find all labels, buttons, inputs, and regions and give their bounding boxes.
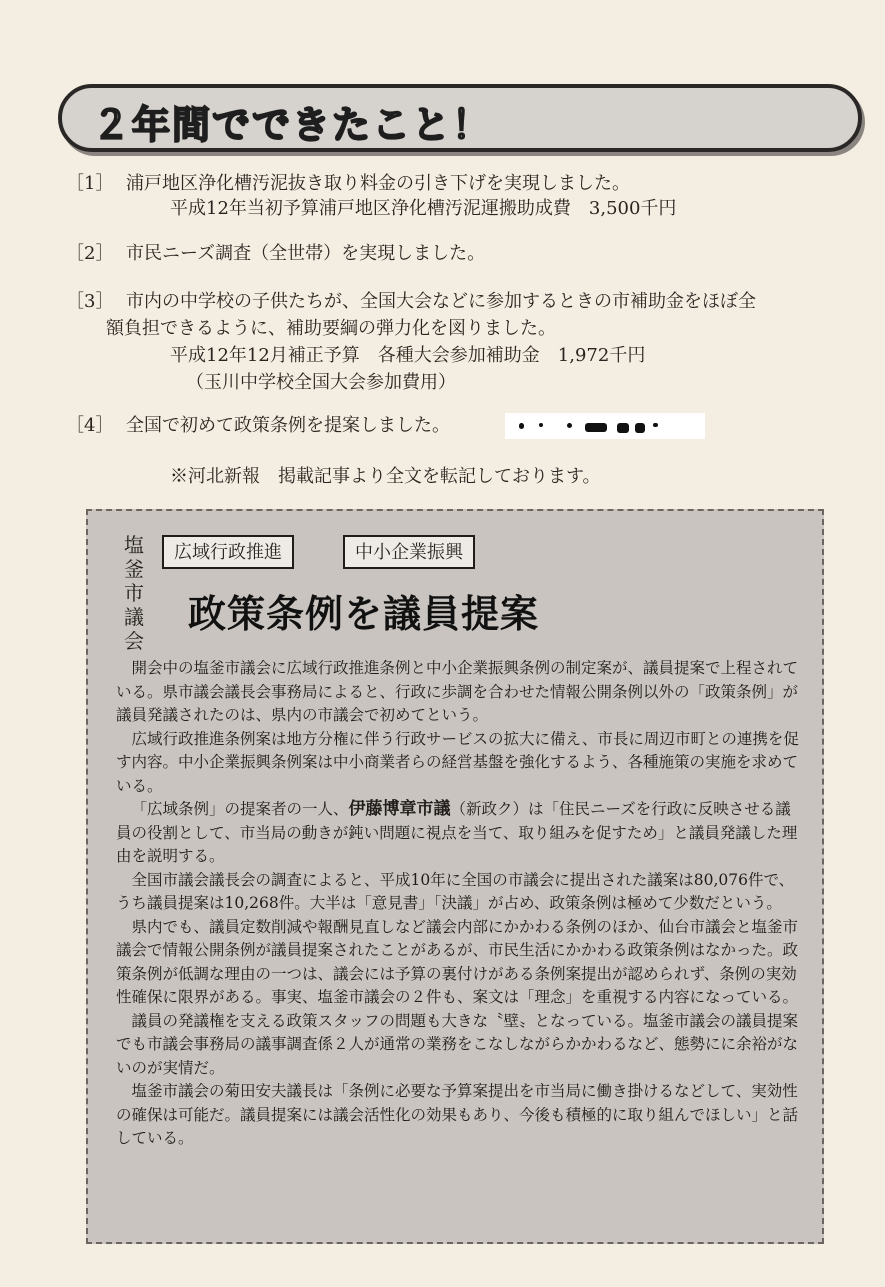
page-title: ２年間でできたこと！ (92, 103, 493, 147)
article-body (116, 657, 800, 1151)
article-paragraph: 議員の発議権を支える政策スタッフの問題も大きな〝壁〟となっている。塩釜市議会の議員提案でも市議会事務局の議事調査係２人が通常の業務をこなしながらかかわるなど、態勢にに余裕がないのが実情だ。 (116, 1011, 799, 1077)
article-paragraph: 「広域条例」の提案者の一人、伊藤博章市議（新政ク）は「住民ニーズを行政に反映させる議員の役割として、市当局の動きが鈍い問題に視点を当て、取り組みを促すため」と議員発議した理由を説明する。 (116, 799, 798, 865)
item-number: ［4］ (66, 415, 114, 436)
item-budget-line: 平成12年当初予算浦戸地区浄化槽汚泥運搬助成費 3,500千円 (170, 198, 677, 219)
article-paragraph: 広域行政推進条例案は地方分権に伴う行政サービスの拡大に備え、市長に周辺市町との連携を促す内容。中小企業振興条例案は中小商業者らの経営基盤を強化するよう、各種施策の実施を求めている。 (116, 729, 799, 795)
article-paragraph: 全国市議会議長会の調査によると、平成10年に全国の市議会に提出された議案は80,076件で、うち議員提案は10,268件。大半は「意見書」「決議」が占め、政策条例は極めて少数だという。 (116, 870, 795, 912)
article-paragraph: 塩釜市議会の菊田安夫議長は「条例に必要な予算案提出を市当局に働き掛けるなどして、実効性の確保は可能だ。議員提案には議会活性化の効果もあり、今後も積極的に取り組んでほしい」と話している。 (116, 1082, 799, 1147)
item-text: 市内の中学校の子供たちが、全国大会などに参加するときの市補助金をほぼ全 (126, 291, 756, 312)
list-item-3 (66, 288, 756, 315)
list-item-2 (66, 240, 485, 267)
redaction-block (505, 413, 705, 439)
item-text: 市民ニーズ調査（全世帯）を実現しました。 (126, 243, 486, 264)
item-number: ［2］ (66, 243, 114, 264)
article-paragraph: 開会中の塩釜市議会に広域行政推進条例と中小企業振興条例の制定案が、議員提案で上程されている。県市議会議長会事務局によると、行政に歩調を合わせた情報公開条例以外の「政策条例」が議員発議されたのは、県内の市議会で初めてという。 (116, 659, 799, 724)
tag-sme-promotion: 中小企業振興 (343, 535, 475, 569)
item-number: ［3］ (66, 291, 114, 312)
article-headline: 政策条例を議員提案 (188, 592, 540, 636)
heading-banner (58, 84, 862, 152)
item-text-continued: 額負担できるように、補助要綱の弾力化を図りました。 (106, 318, 556, 339)
article-paragraph: 県内でも、議員定数削減や報酬見直しなど議会内部にかかわる条例のほか、仙台市議会と塩釜市議会で情報公開条例が議員提案されたことがあるが、市民生活にかかわる政策条例はなかった。政策条例が低調な理由の一つは、議会には予算の裏付けがある条例案提出が認められず、条例の実効性確保に限界がある。事実、塩釜市議会の２件も、案文は「理念」を重視する内容になっている。 (116, 917, 799, 1006)
vertical-label: 塩 釜 市 議 会 (124, 533, 144, 653)
item-text: 全国で初めて政策条例を提案しました。 (126, 415, 450, 436)
item-number: ［1］ (66, 173, 114, 194)
newspaper-clipping (86, 509, 824, 1244)
item-budget-note: （玉川中学校全国大会参加費用） (186, 372, 456, 393)
tag-regional-administration: 広域行政推進 (162, 535, 294, 569)
list-item-4 (66, 412, 450, 439)
item-budget-line: 平成12年12月補正予算 各種大会参加補助金 1,972千円 (170, 345, 646, 366)
councilor-name: 伊藤博章市議 (348, 799, 451, 819)
list-item-1 (66, 170, 630, 197)
source-note: ※河北新報 掲載記事より全文を転記しております。 (170, 466, 601, 487)
item-text: 浦戸地区浄化槽汚泥抜き取り料金の引き下げを実現しました。 (126, 173, 630, 194)
